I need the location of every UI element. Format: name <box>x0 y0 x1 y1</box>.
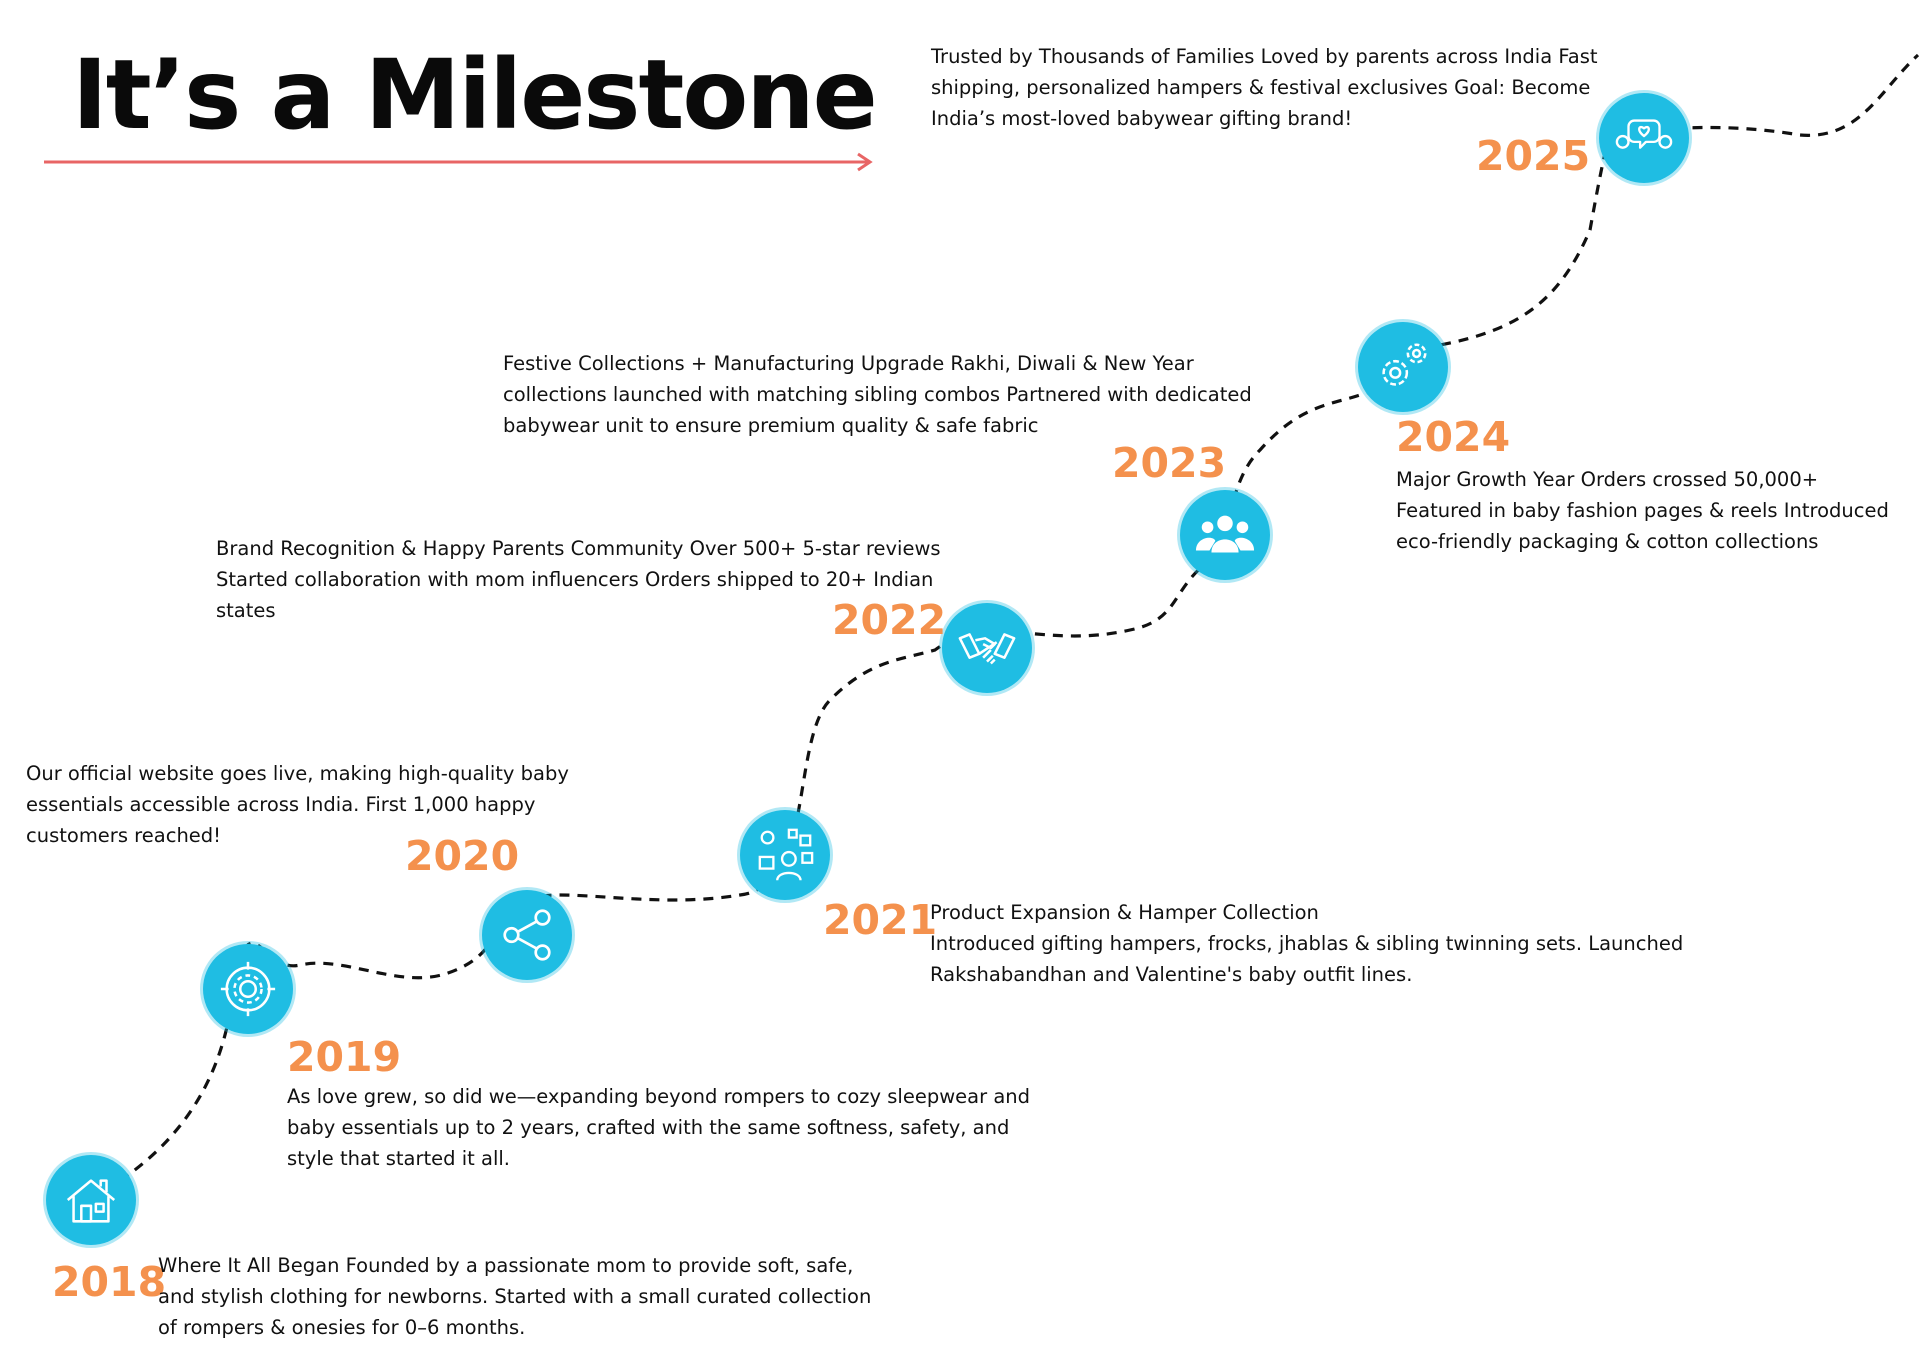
milestone-2021-node <box>740 810 830 900</box>
milestone-2023-node <box>1180 490 1270 580</box>
milestone-2024-node <box>1358 322 1448 412</box>
milestone-2025-text: Trusted by Thousands of Families Loved by parents across India Fast shipping, personalized hampers & festival exclusives Goal: Become India’s most-loved babywear gifting brand! <box>931 45 1598 130</box>
milestone-2023-text: Festive Collections + Manufacturing Upgrade Rakhi, Diwali & New Year collections launched with matching sibling combos Partnered with dedicated babywear unit to ensure premium quality & safe fabric <box>503 352 1252 437</box>
milestone-2019-text: As love grew, so did we—expanding beyond rompers to cozy sleepwear and baby essentials up to 2 years, crafted with the same softness, safety, and style that started it all. <box>287 1085 1030 1170</box>
milestone-2023-year: 2023 <box>1112 439 1227 487</box>
milestone-2018-text: Where It All Began Founded by a passionate mom to provide soft, safe, and stylish clothing for newborns. Started with a small curated collection of rompers & onesies for 0–6 months. <box>158 1254 872 1339</box>
milestone-2020-text: Our official website goes live, making high-quality baby essentials accessible across India. First 1,000 happy customers reached! <box>26 762 569 847</box>
milestone-2018-year: 2018 <box>52 1258 167 1306</box>
milestone-2022-text: Brand Recognition & Happy Parents Community Over 500+ 5-star reviews Started collaboration with mom influencers Orders shipped to 20+ Indian states <box>216 537 941 622</box>
handshake-icon <box>956 617 1018 679</box>
milestone-2021-title: Product Expansion & Hamper Collection <box>930 901 1319 924</box>
milestone-2020-year: 2020 <box>405 832 520 880</box>
share-icon <box>496 904 558 966</box>
milestone-2024-year: 2024 <box>1396 413 1511 461</box>
milestone-2020-node <box>482 890 572 980</box>
milestone-2021-year: 2021 <box>823 896 938 944</box>
page-title: It’s a Milestone <box>72 39 876 151</box>
gear-target-icon <box>217 958 279 1020</box>
team-icon <box>1194 504 1256 566</box>
milestone-2021-text: Introduced gifting hampers, frocks, jhablas & sibling twinning sets. Launched Rakshabandhan and Valentine's baby outfit lines. <box>930 932 1684 986</box>
milestone-2024-text: Major Growth Year Orders crossed 50,000+ Featured in baby fashion pages & reels Introduced eco-friendly packaging & cotton collections <box>1396 468 1889 553</box>
milestone-2019-year: 2019 <box>287 1033 402 1081</box>
milestone-2019-node <box>203 944 293 1034</box>
milestone-2018-node <box>46 1155 136 1245</box>
milestone-2025-year: 2025 <box>1476 132 1591 180</box>
user-network-icon <box>754 824 816 886</box>
gears-icon <box>1372 336 1434 398</box>
milestone-2022-year: 2022 <box>832 596 947 644</box>
house-icon <box>60 1169 122 1231</box>
